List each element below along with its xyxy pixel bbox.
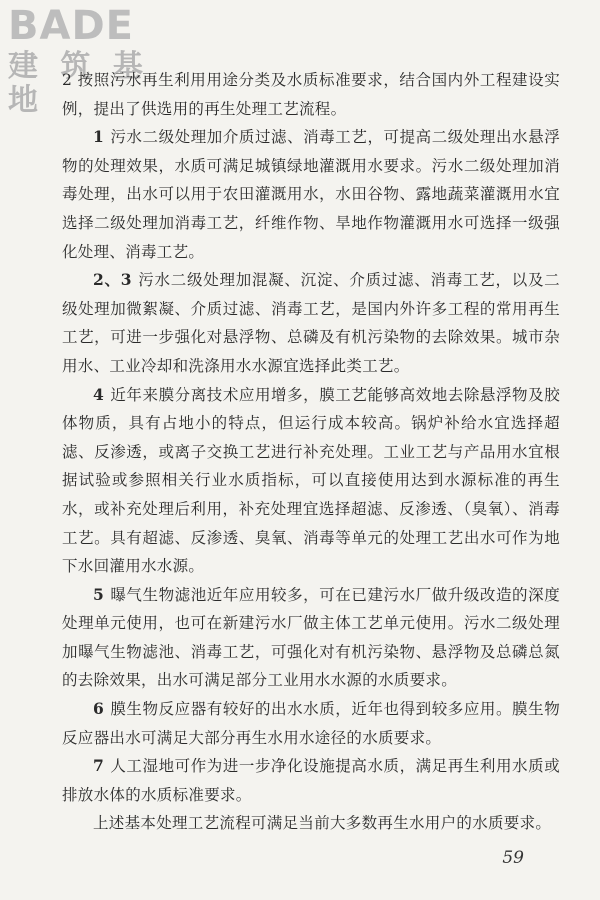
item-paragraph-7	[62, 752, 560, 809]
item-text: 污水二级处理加介质过滤、消毒工艺，可提高二级处理出水悬浮物的处理效果，水质可满足城镇绿地灌溉用水要求。污水二级处理加消毒处理，出水可以用于农田灌溉用水，水田谷物、露地蔬菜灌溉用水宜选择二级处理加消毒工艺，纤维作物、旱地作物灌溉用水可选择一级强化处理、消毒工艺。	[62, 128, 560, 261]
item-text: 膜生物反应器有较好的出水水质，近年也得到较多应用。膜生物反应器出水可满足大部分再生水用水途径的水质要求。	[62, 700, 560, 747]
logo-wordmark: BADE	[8, 3, 134, 49]
item-text: 曝气生物滤池近年应用较多，可在已建污水厂做升级改造的深度处理单元使用，也可在新建污水厂做主体工艺单元使用。污水二级处理加曝气生物滤池、消毒工艺，可强化对有机污染物、悬浮物及总磷总氮的去除效果，出水可满足部分工业用水水源的水质要求。	[62, 585, 560, 690]
item-number: 2、3	[93, 270, 132, 290]
item-text: 污水二级处理加混凝、沉淀、介质过滤、消毒工艺，以及二级处理加微絮凝、介质过滤、消毒工艺，是国内外许多工程的常用再生工艺，可进一步强化对悬浮物、总磷及有机污染物的去除效果。城市杂用水、工业冷却和洗涤用水水源宜选择此类工艺。	[62, 271, 560, 375]
item-number: 5	[93, 584, 105, 604]
item-paragraph-5	[62, 581, 560, 695]
body-text	[62, 66, 560, 838]
closing-paragraph: 上述基本处理工艺流程可满足当前大多数再生水用户的水质要求。	[93, 814, 552, 833]
item-number: 6	[93, 699, 105, 719]
item-paragraph-1	[62, 123, 560, 266]
logo-chinese: 建 筑 基 地	[8, 49, 149, 118]
item-paragraph-6	[62, 695, 560, 752]
item-text: 近年来膜分离技术应用增多，膜工艺能够高效地去除悬浮物及胶体物质，具有占地小的特点，但运行成本较高。锅炉补给水宜选择超滤、反渗透，或离子交换工艺进行补充处理。工业工艺与产品用水宜根据试验或参照相关行业水质指标，可以直接使用达到水源标准的再生水，或补充处理后利用，补充处理宜选择超滤、反渗透、（臭氧）、消毒工艺。具有超滤、反渗透、臭氧、消毒等单元的处理工艺出水可作为地下水回灌用水水源。	[62, 385, 560, 576]
item-number: 7	[93, 756, 105, 776]
page-number: 59	[502, 848, 524, 868]
item-paragraph-4	[62, 381, 560, 581]
item-number: 1	[93, 127, 105, 147]
intro-paragraph: 2 按照污水再生利用用途分类及水质标准要求，结合国内外工程建设实例，提出了供选用的再生处理工艺流程。	[62, 71, 560, 118]
item-paragraph-2-3	[62, 266, 560, 380]
item-text: 人工湿地可作为进一步净化设施提高水质，满足再生利用水质或排放水体的水质标准要求。	[62, 757, 560, 804]
item-number: 4	[93, 384, 105, 404]
